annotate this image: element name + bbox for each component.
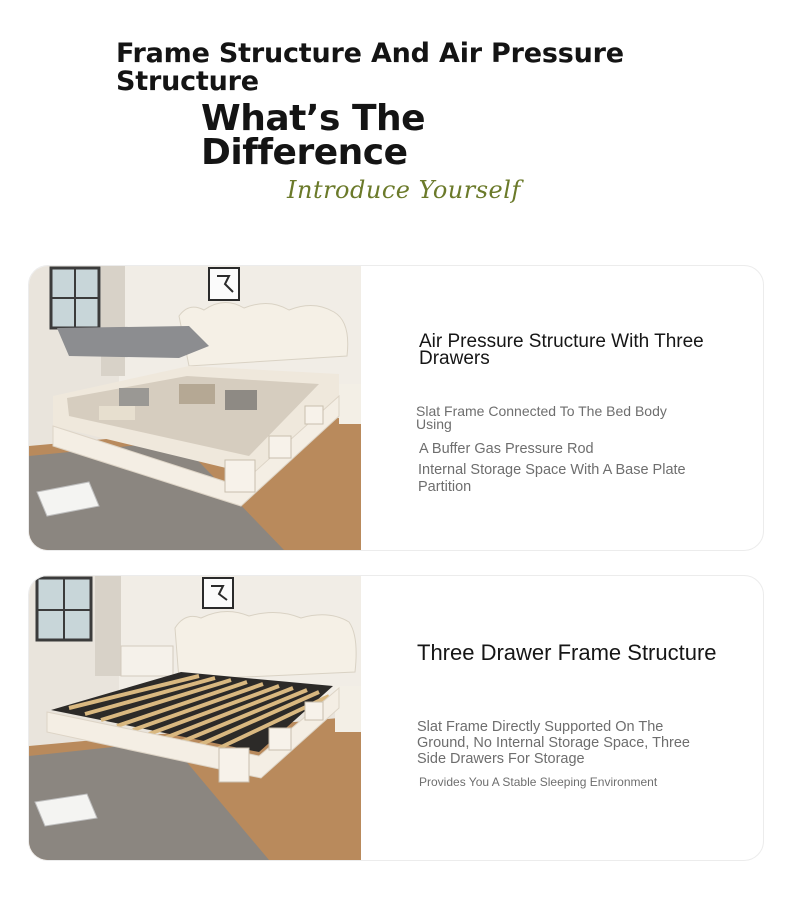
air-pressure-feature: Internal Storage Space With A Base Plate Partition [418, 462, 686, 495]
frame-structure-feature: Provides You A Stable Sleeping Environment [419, 775, 658, 789]
air-pressure-feature: Slat Frame Connected To The Bed Body Using [416, 403, 667, 432]
frame-structure-card [28, 575, 764, 861]
air-pressure-bed-photo [29, 266, 361, 550]
air-pressure-card [28, 265, 764, 551]
air-pressure-card-title: Air Pressure Structure With Three Drawers [419, 331, 704, 369]
main-title: Frame Structure And Air Pressure Structure [116, 38, 624, 97]
difference-subtitle: What’s The Difference [201, 98, 426, 173]
frame-structure-bed-photo [29, 576, 361, 860]
script-tagline: Introduce Yourself [287, 176, 521, 204]
frame-structure-feature: Slat Frame Directly Supported On The Ground, No Internal Storage Space, Three Side Drawers For Storage [417, 719, 690, 767]
frame-structure-card-title: Three Drawer Frame Structure [417, 640, 717, 665]
air-pressure-feature: A Buffer Gas Pressure Rod [419, 441, 594, 457]
